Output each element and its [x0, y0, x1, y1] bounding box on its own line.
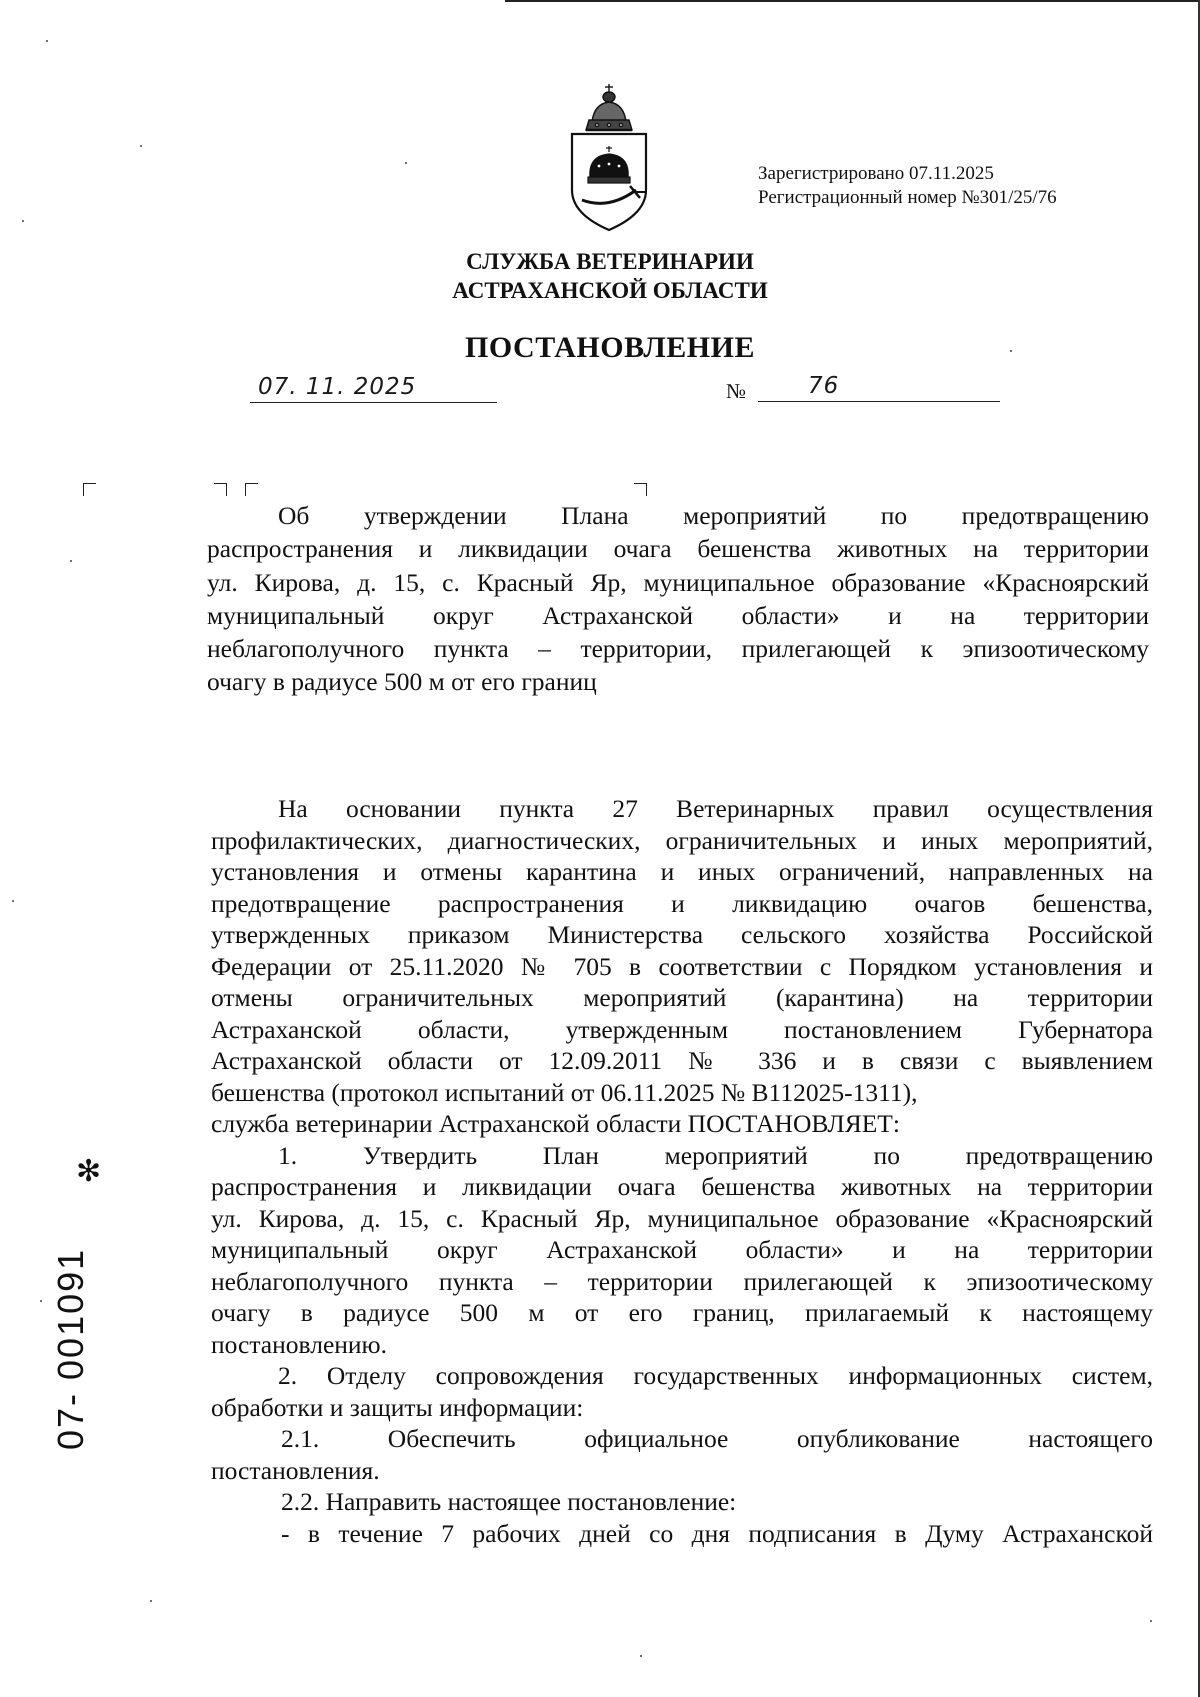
top-border-line — [505, 0, 1200, 2]
scan-speck — [40, 1300, 42, 1302]
scan-speck — [22, 220, 24, 222]
scan-speck — [140, 145, 142, 147]
title-bracket-left-outer — [83, 483, 96, 496]
document-type-heading: ПОСТАНОВЛЕНИЕ — [465, 331, 755, 364]
document-number-handwritten: 76 — [808, 373, 840, 399]
body-line: отмены ограничительных мероприятий (карантина) на территории — [211, 983, 1153, 1012]
clause-1-line: ул. Кирова, д. 15, с. Красный Яр, муниципальное образование «Красноярский — [211, 1203, 1153, 1233]
body-line: На основании пункта 27 Ветеринарных правил осуществления — [278, 794, 1153, 823]
clause-1-line: постановлению. — [211, 1329, 387, 1359]
body-line: установления и отмены карантина и иных ограничений, направленных на — [211, 857, 1153, 886]
clause-1-line: очагу в радиусе 500 м от его границ, прилагаемый к настоящему — [211, 1298, 1153, 1327]
document-date-field — [250, 374, 497, 403]
clause-2-2-line: - в течение 7 рабочих дней со дня подписания в Думу Астраханской — [281, 1518, 1153, 1548]
title-line: ул. Кирова, д. 15, с. Красный Яр, муниципальное образование «Красноярский — [207, 567, 1149, 597]
agency-name — [0, 247, 1200, 305]
title-line: Об утверждении Плана мероприятий по предотвращению — [278, 501, 1149, 530]
document-number-field — [726, 374, 1000, 402]
number-sign: № — [726, 379, 747, 403]
body-line: профилактических, диагностических, ограничительных и иных мероприятий, — [211, 825, 1153, 855]
registration-number: Регистрационный номер №301/25/76 — [758, 187, 1057, 208]
coat-of-arms-emblem — [564, 82, 654, 234]
title-line: очагу в радиусе 500 м от его границ — [207, 667, 597, 697]
scan-speck — [640, 1655, 642, 1657]
title-line: муниципальный округ Астраханской области» и на территории — [207, 600, 1149, 630]
side-stamp-mark: ✻ — [76, 1154, 102, 1189]
clause-2-line: 2. Отделу сопровождения государственных информационных систем, — [278, 1361, 1153, 1390]
body-line: Астраханской области от 12.09.2011 № 336 и в связи с выявлением — [211, 1046, 1153, 1075]
agency-name-line-2: АСТРАХАНСКОЙ ОБЛАСТИ — [452, 278, 768, 303]
registration-stamp — [758, 162, 1057, 210]
clause-2-1-line: 2.1. Обеспечить официальное опубликование настоящего — [281, 1424, 1153, 1453]
body-line: Федерации от 25.11.2020 № 705 в соответствии с Порядком установления и — [211, 951, 1153, 981]
body-line: предотвращение распространения и ликвидацию очагов бешенства, — [211, 888, 1153, 918]
clause-2-line: обработки и защиты информации: — [211, 1392, 584, 1422]
clause-1-line: 1. Утвердить План мероприятий по предотвращению — [278, 1140, 1153, 1170]
title-bracket-right — [634, 483, 647, 496]
resolution-body — [211, 793, 1153, 1549]
clause-1-line: распространения и ликвидации очага бешенства животных на территории — [211, 1172, 1153, 1201]
agency-name-line-1: СЛУЖБА ВЕТЕРИНАРИИ — [466, 249, 754, 274]
body-line: служба ветеринарии Астраханской области ПОСТАНОВЛЯЕТ: — [211, 1109, 900, 1138]
title-line: неблагополучного пункта – территории, прилегающей к эпизоотическому — [207, 634, 1149, 664]
clause-2-2-line: 2.2. Направить настоящее постановление: — [281, 1487, 737, 1516]
body-line: утвержденных приказом Министерства сельского хозяйства Российской — [211, 920, 1153, 949]
scan-speck — [1010, 350, 1012, 352]
title-bracket-left-inner-b — [245, 483, 258, 496]
title-bracket-left-inner-a — [214, 483, 227, 496]
clause-2-1-line: постановления. — [211, 1455, 380, 1485]
document-date-handwritten: 07. 11. 2025 — [258, 374, 417, 400]
scan-speck — [70, 560, 72, 562]
registration-date: Зарегистрировано 07.11.2025 — [758, 163, 994, 184]
side-registration-number: 07- 001091 — [50, 1247, 91, 1450]
resolution-title — [207, 499, 1149, 699]
clause-1-line: неблагополучного пункта – территории прилегающей к эпизоотическому — [211, 1266, 1153, 1296]
document-number-line — [758, 373, 1000, 402]
body-line: бешенства (протокол испытаний от 06.11.2025 № В112025-1311), — [211, 1077, 918, 1107]
body-line: Астраханской области, утвержденным постановлением Губернатора — [211, 1014, 1153, 1044]
scan-speck — [150, 1600, 152, 1602]
clause-1-line: муниципальный округ Астраханской области» и на территории — [211, 1235, 1153, 1264]
title-line: распространения и ликвидации очага бешенства животных на территории — [207, 534, 1149, 564]
scan-speck — [405, 162, 407, 164]
scan-speck — [46, 40, 48, 42]
scan-speck — [1150, 1620, 1152, 1622]
scan-speck — [12, 900, 14, 902]
